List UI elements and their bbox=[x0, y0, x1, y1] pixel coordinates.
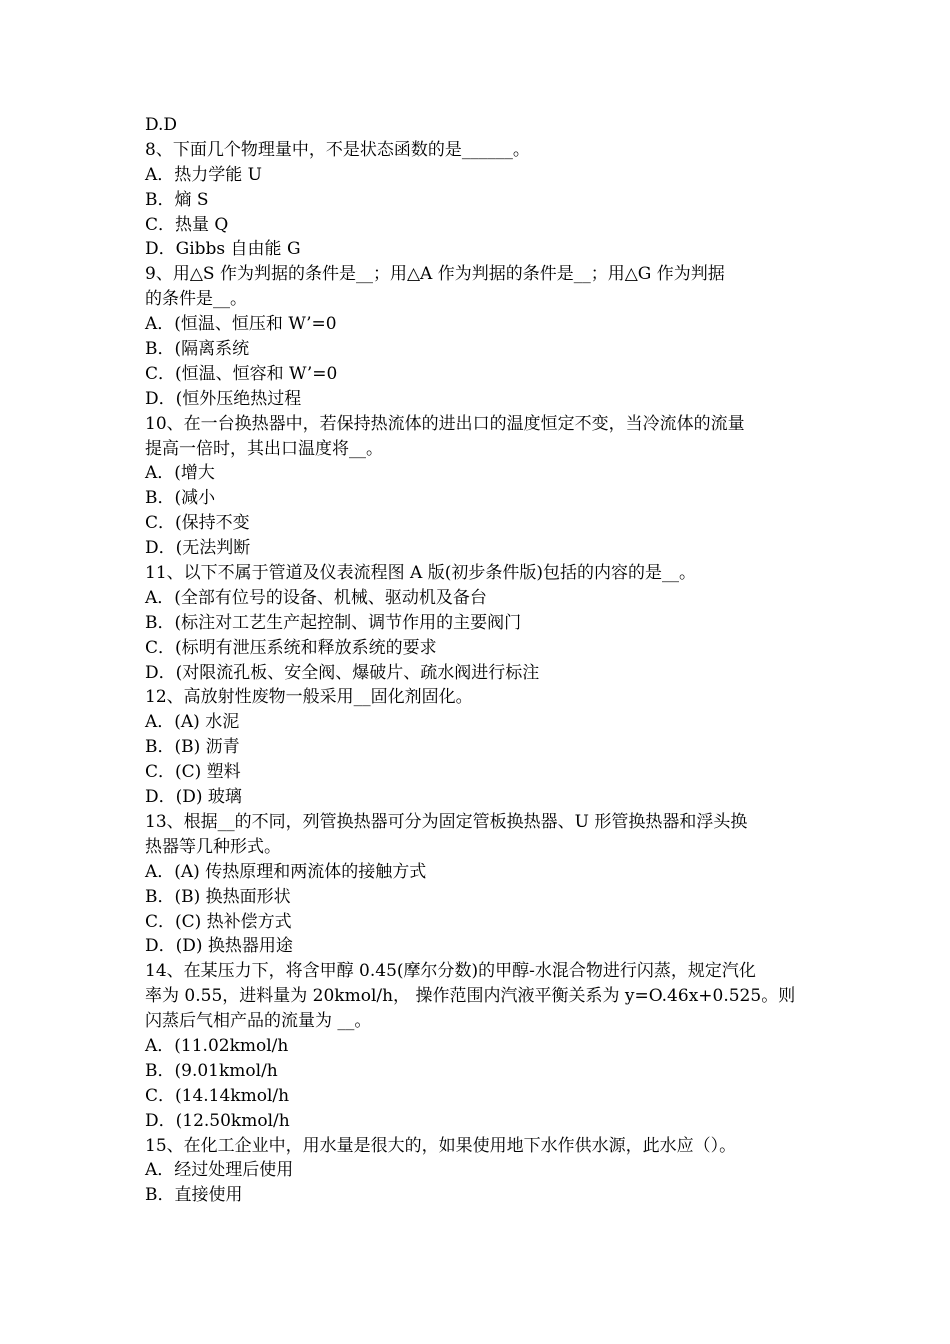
text-line: 14、在某压力下，将含甲醇 0.45(摩尔分数)的甲醇-水混合物进行闪蒸，规定汽化 bbox=[145, 961, 756, 982]
text-line: D．(D) 换热器用途 bbox=[145, 936, 293, 957]
text-line: D．(D) 玻璃 bbox=[145, 787, 242, 808]
text-line: D．(12.50kmol/h bbox=[145, 1110, 290, 1131]
text-line: A．(全部有位号的设备、机械、驱动机及备台 bbox=[145, 587, 487, 608]
text-line: B．(B) 换热面形状 bbox=[145, 886, 291, 907]
text-line: 8、下面几个物理量中，不是状态函数的是______。 bbox=[145, 139, 530, 160]
text-line: 13、根据__的不同，列管换热器可分为固定管板换热器、U 形管换热器和浮头换 bbox=[145, 811, 748, 832]
text-line: 提高一倍时，其出口温度将__。 bbox=[145, 438, 383, 459]
text-line: B．直接使用 bbox=[145, 1185, 243, 1206]
text-line: 闪蒸后气相产品的流量为 __。 bbox=[145, 1011, 372, 1032]
text-line: 率为 0.55，进料量为 20kmol/h， 操作范围内汽液平衡关系为 y=O.46x+0.525。则 bbox=[145, 986, 796, 1007]
text-line: A．(11.02kmol/h bbox=[145, 1035, 289, 1056]
text-line: 10、在一台换热器中，若保持热流体的进出口的温度恒定不变，当冷流体的流量 bbox=[145, 413, 745, 434]
text-line: A．(增大 bbox=[145, 463, 215, 484]
text-line: A．经过处理后使用 bbox=[145, 1160, 294, 1181]
text-line: 15、在化工企业中，用水量是很大的，如果使用地下水作供水源，此水应（）。 bbox=[145, 1135, 737, 1156]
text-line: 热器等几种形式。 bbox=[145, 836, 281, 857]
text-line: C．(C) 塑料 bbox=[145, 762, 241, 783]
text-line: B．熵 S bbox=[145, 189, 209, 210]
text-line: C．(C) 热补偿方式 bbox=[145, 911, 292, 932]
text-line: B．(标注对工艺生产起控制、调节作用的主要阀门 bbox=[145, 612, 522, 633]
text-line: A．热力学能 U bbox=[145, 164, 263, 185]
text-line: C．(标明有泄压系统和释放系统的要求 bbox=[145, 637, 437, 658]
text-line: B．(减小 bbox=[145, 488, 216, 509]
text-line: C．热量 Q bbox=[145, 214, 229, 235]
text-line: C．(恒温、恒容和 W’=0 bbox=[145, 363, 338, 384]
text-line: A．(A) 传热原理和两流体的接触方式 bbox=[145, 861, 427, 882]
text-line: B．(B) 沥青 bbox=[145, 737, 240, 758]
document-body bbox=[145, 113, 810, 1208]
text-line: A．(A) 水泥 bbox=[145, 712, 240, 733]
text-line: B．(隔离系统 bbox=[145, 339, 250, 360]
text-line: A．(恒温、恒压和 W’=0 bbox=[145, 314, 337, 335]
text-line: C．(保持不变 bbox=[145, 513, 250, 534]
text-line: D．(无法判断 bbox=[145, 538, 251, 559]
text-line: 9、用△S 作为判据的条件是__；用△A 作为判据的条件是__；用△G 作为判据 bbox=[145, 264, 725, 285]
text-line: D．(恒外压绝热过程 bbox=[145, 388, 302, 409]
text-line: C．(14.14kmol/h bbox=[145, 1085, 290, 1106]
text-line: B．(9.01kmol/h bbox=[145, 1060, 278, 1081]
text-line: 的条件是__。 bbox=[145, 289, 247, 310]
text-line: 12、高放射性废物一般采用__固化剂固化。 bbox=[145, 687, 473, 708]
text-line: D．Gibbs 自由能 G bbox=[145, 239, 301, 260]
text-line: D．(对限流孔板、安全阀、爆破片、疏水阀进行标注 bbox=[145, 662, 540, 683]
text-line: 11、以下不属于管道及仪表流程图 A 版(初步条件版)包括的内容的是__。 bbox=[145, 563, 696, 584]
text-line: D.D bbox=[145, 115, 178, 135]
